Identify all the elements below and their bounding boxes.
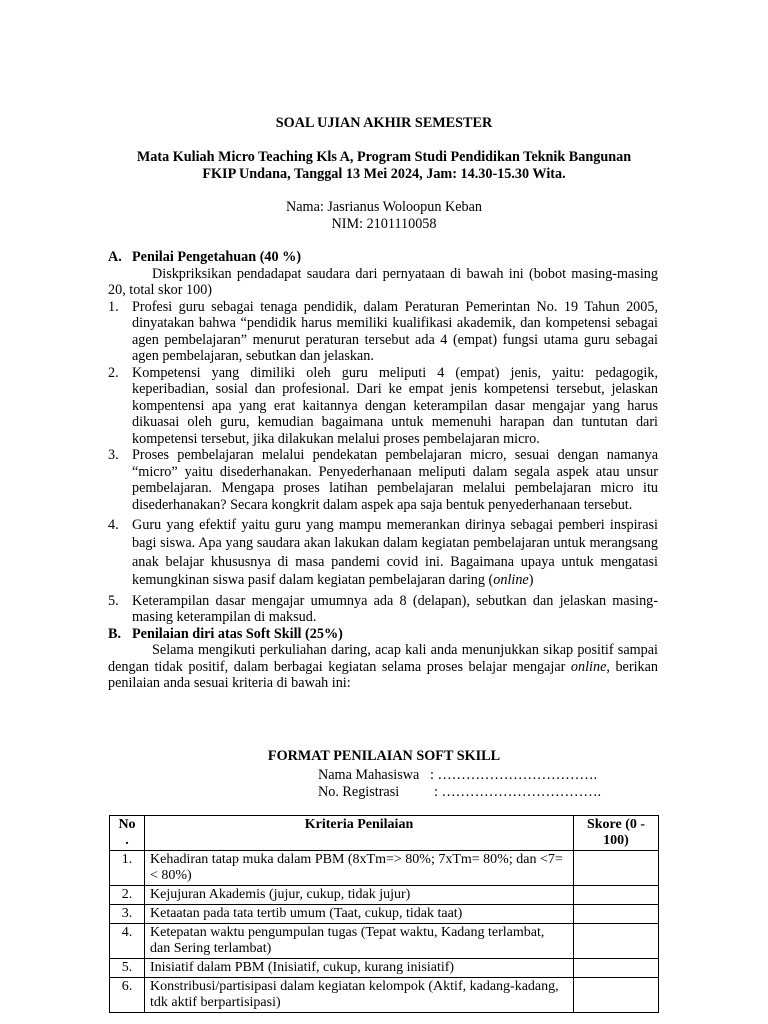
question-text-part: ) bbox=[528, 572, 534, 589]
table-row bbox=[110, 978, 659, 1013]
row-score-cell[interactable] bbox=[574, 905, 659, 924]
question-number: 5. bbox=[108, 592, 119, 609]
question-text: Keterampilan dasar mengajar umumnya ada 8 (delapan), sebutkan dan jelaskan masing-masing keterampilan di maksud. bbox=[132, 592, 658, 626]
question-item bbox=[108, 593, 658, 626]
table-row bbox=[110, 959, 659, 978]
row-score-cell[interactable] bbox=[574, 924, 659, 959]
question-text: Proses pembelajaran melalui pendekatan pembelajaran micro, sesuai dengan namanya “micro” yaitu disederhanakan. Penyederhanaan meliputi dalam segala aspek atau unsur pembelajaran. Mengapa proses latihan pembelajaran melalui pembelajaran micro itu disederhanakan? Secara kongkrit dalam aspek apa saja bentuk penyederhanaan tersebut. bbox=[132, 447, 658, 513]
student-name: Nama: Jasrianus Woloopun Keban bbox=[286, 199, 482, 215]
question-text bbox=[132, 516, 658, 590]
row-criteria: Kehadiran tatap muka dalam PBM (8xTm=> 80%; 7xTm= 80%; dan <7=< 80%) bbox=[145, 851, 574, 886]
question-item bbox=[108, 516, 658, 590]
section-a-heading bbox=[108, 249, 658, 266]
section-b-letter: B. bbox=[108, 625, 122, 642]
question-text-part: Guru yang efektif yaitu guru yang mampu memerankan dirinya sebagai pemberi inspirasi bagi siswa. Apa yang saudara akan lakukan dalam kegiatan pembelajaran untuk merangsang anak belajar khususnya di masa pandemi covid ini. Bagaimana upaya untuk mengatasi kemungkinan siswa pasif dalam kegiatan pembelajaran daring ( bbox=[132, 517, 658, 589]
section-a-letter: A. bbox=[108, 249, 122, 265]
row-score-cell[interactable] bbox=[574, 978, 659, 1013]
row-criteria: Ketepatan waktu pengumpulan tugas (Tepat waktu, Kadang terlambat, dan Sering terlambat) bbox=[145, 924, 574, 959]
student-nim: NIM: 2101110058 bbox=[331, 215, 437, 232]
row-criteria: Kejujuran Akademis (jujur, cukup, tidak jujur) bbox=[145, 886, 574, 905]
page-title: SOAL UJIAN AKHIR SEMESTER bbox=[275, 115, 493, 131]
subtitle-line-2: FKIP Undana, Tanggal 13 Mei 2024, Jam: 14.30-15.30 Wita. bbox=[202, 165, 566, 182]
table-row bbox=[110, 886, 659, 905]
row-number: 4. bbox=[110, 924, 145, 959]
row-number: 1. bbox=[110, 851, 145, 886]
question-text: Kompetensi yang dimiliki oleh guru meliputi 4 (empat) jenis, yaitu: pedagogik, keperibadian, sosial dan profesional. Dari ke empat jenis kompetensi tersebut, jelaskan kompentensi apa yang erat kaitannya dengan keterampilan dasar mengajar yang harus dikuasai oleh guru, kemudian bagaimana untuk memenuhi harapan dan tuntutan dari kompetensi tersebut, jika dilakukan melalui proses pembelajaran micro. bbox=[132, 364, 658, 447]
question-number: 4. bbox=[108, 517, 119, 533]
header-no: No . bbox=[110, 816, 145, 851]
registration-field bbox=[318, 784, 601, 801]
student-name-value: : ……………………………. bbox=[430, 767, 598, 783]
section-b-title: Penilaian diri atas Soft Skill (25%) bbox=[132, 625, 343, 642]
header-score: Skore (0 - 100) bbox=[574, 816, 659, 851]
registration-value: : ……………………………. bbox=[434, 784, 602, 800]
row-criteria: Ketaatan pada tata tertib umum (Taat, cukup, tidak taat) bbox=[145, 905, 574, 924]
question-number: 3. bbox=[108, 447, 119, 463]
subtitle-line-1: Mata Kuliah Micro Teaching Kls A, Program Studi Pendidikan Teknik Bangunan bbox=[136, 149, 632, 165]
course-subtitle bbox=[100, 149, 668, 182]
section-b-intro-part: Selama mengikuti perkuliahan daring, acap kali anda menunjukkan sikap positif sampai dengan tidak positif, dalam berbagai kegiatan selama proses belajar mengajar bbox=[108, 642, 658, 675]
section-b-intro-part: , berikan penilaian anda sesuai kriteria di bawah ini: bbox=[108, 658, 658, 692]
table-row bbox=[110, 851, 659, 886]
question-item bbox=[108, 447, 658, 513]
question-number: 1. bbox=[108, 298, 119, 315]
question-text: Profesi guru sebagai tenaga pendidik, dalam Peraturan Pemerintan No. 19 Tahun 2005, dinyatakan bahwa “pendidik harus memiliki kualifikasi akademik, dan kompetensi sebagai agen pembelajaran” menurut peraturan tersebut ada 4 (empat) fungsi utama guru sebagai agen pembelajaran, sebutkan dan jelaskan. bbox=[132, 298, 658, 364]
row-score-cell[interactable] bbox=[574, 851, 659, 886]
student-info bbox=[0, 199, 768, 232]
question-item bbox=[108, 365, 658, 448]
soft-skill-table bbox=[109, 815, 659, 1013]
registration-label: No. Registrasi bbox=[318, 784, 400, 800]
row-score-cell[interactable] bbox=[574, 886, 659, 905]
section-b-heading bbox=[108, 626, 658, 643]
table-header-row bbox=[110, 816, 659, 851]
section-b-intro bbox=[108, 642, 658, 692]
question-number: 2. bbox=[108, 364, 119, 381]
row-criteria: Inisiatif dalam PBM (Inisiatif, cukup, kurang inisiatif) bbox=[145, 959, 574, 978]
section-a-intro: Diskpriksikan pendadapat saudara dari pernyataan di bawah ini (bobot masing-masing 20, total skor 100) bbox=[108, 265, 658, 298]
table-row bbox=[110, 905, 659, 924]
section-a bbox=[108, 249, 658, 692]
row-score-cell[interactable] bbox=[574, 959, 659, 978]
student-name-field bbox=[318, 767, 597, 784]
section-a-title: Penilai Pengetahuan (40 %) bbox=[132, 249, 302, 265]
table-row bbox=[110, 924, 659, 959]
row-criteria: Konstribusi/partisipasi dalam kegiatan kelompok (Aktif, kadang-kadang, tdk aktif berpartisipasi) bbox=[145, 978, 574, 1013]
row-number: 5. bbox=[110, 959, 145, 978]
row-number: 6. bbox=[110, 978, 145, 1013]
row-number: 3. bbox=[110, 905, 145, 924]
section-b-intro-italic: online bbox=[570, 658, 607, 675]
header-criteria: Kriteria Penilaian bbox=[145, 816, 574, 851]
row-number: 2. bbox=[110, 886, 145, 905]
question-item bbox=[108, 299, 658, 365]
format-title: FORMAT PENILAIAN SOFT SKILL bbox=[267, 748, 501, 764]
question-text-italic: online bbox=[493, 572, 529, 589]
student-name-label: Nama Mahasiswa bbox=[318, 767, 420, 783]
